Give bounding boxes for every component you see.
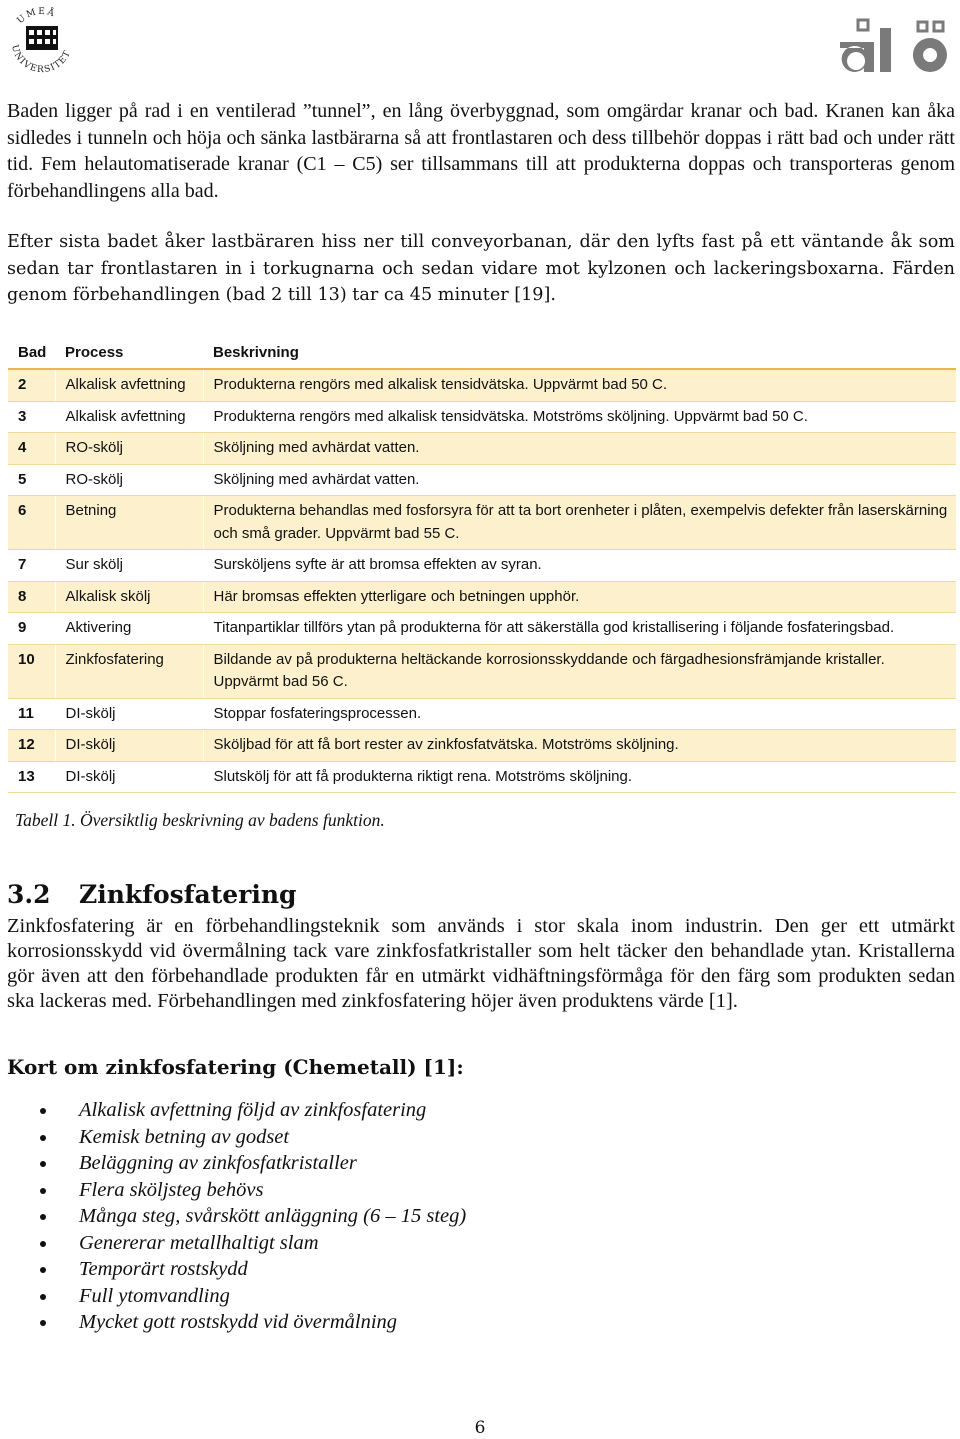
- conveyor-paragraph: Efter sista badet åker lastbäraren hiss ner till conveyorbanan, där den lyfts fast på ett väntande åk som sedan tar frontlastaren in i torkugnarna och sedan vidare mot kylzonen och lackeringsboxarna. Färden genom förbehandlingen (bad 2 till 13) tar ca 45 minuter [19].: [7, 232, 955, 305]
- bath-description: Produkterna rengörs med alkalisk tensidvätska. Motströms sköljning. Uppvärmt bad 50 C.: [203, 401, 956, 433]
- table-row: [8, 730, 956, 762]
- list-item: Många steg, svårskött anläggning (6 – 15 steg): [40, 1203, 466, 1230]
- bath-process: Betning: [55, 496, 203, 550]
- bullet-icon: [40, 1320, 46, 1326]
- bath-number: 2: [8, 369, 55, 401]
- table-row: [8, 613, 956, 645]
- table-row: [8, 496, 956, 550]
- bullet-icon: [40, 1214, 46, 1220]
- list-item: Full ytomvandling: [40, 1283, 466, 1310]
- bath-process: RO-skölj: [55, 433, 203, 465]
- table-caption: Tabell 1. Översiktlig beskrivning av badens funktion.: [15, 810, 385, 830]
- bullet-icon: [40, 1161, 46, 1167]
- header-bad: Bad: [8, 336, 55, 369]
- bath-number: 12: [8, 730, 55, 762]
- bath-description: Produkterna rengörs med alkalisk tensidvätska. Uppvärmt bad 50 C.: [203, 369, 956, 401]
- bath-process: Alkalisk skölj: [55, 581, 203, 613]
- page-number: 6: [474, 1418, 486, 1438]
- bullet-icon: [40, 1135, 46, 1141]
- intro-paragraph: Baden ligger på rad i en ventilerad ”tunnel”, en lång överbyggnad, som omgärdar kranar och bad. Kranen kan åka sidledes i tunneln och höja och sänka lastbärarna så att frontlastaren och dess tillbehör doppas i rätt bad och under rätt tid. Fem helautomatiserade kranar (C1 – C5) ser tillsammans till att produkterna doppas och transporteras genom förbehandlingens alla bad.: [7, 100, 955, 202]
- umea-university-logo: [4, 2, 80, 76]
- alo-logo: [838, 18, 958, 74]
- bullet-icon: [40, 1188, 46, 1194]
- table-header-row: [8, 336, 956, 369]
- bath-number: 3: [8, 401, 55, 433]
- bath-description: Sursköljens syfte är att bromsa effekten av syran.: [203, 550, 956, 582]
- header-process: Process: [55, 336, 203, 369]
- svg-text:UMEÅ: UMEÅ: [15, 6, 58, 27]
- bath-process: RO-skölj: [55, 464, 203, 496]
- section-heading: [7, 880, 296, 909]
- bath-process: Sur skölj: [55, 550, 203, 582]
- bath-process: Zinkfosfatering: [55, 644, 203, 698]
- table-row: [8, 550, 956, 582]
- bath-description: Bildande av på produkterna heltäckande korrosionsskyddande och färgadhesionsfrämjande kristaller. Uppvärmt bad 56 C.: [203, 644, 956, 698]
- list-item: Kemisk betning av godset: [40, 1124, 466, 1151]
- table-row: [8, 369, 956, 401]
- table-row: [8, 433, 956, 465]
- bath-process: Alkalisk avfettning: [55, 401, 203, 433]
- bath-description: Sköljning med avhärdat vatten.: [203, 433, 956, 465]
- table-row: [8, 698, 956, 730]
- table-row: [8, 761, 956, 793]
- list-item: Mycket gott rostskydd vid övermålning: [40, 1309, 466, 1336]
- bath-number: 13: [8, 761, 55, 793]
- bath-number: 5: [8, 464, 55, 496]
- bath-process: Aktivering: [55, 613, 203, 645]
- svg-text:UNIVERSITET: UNIVERSITET: [9, 43, 74, 76]
- bath-number: 9: [8, 613, 55, 645]
- bullet-icon: [40, 1267, 46, 1273]
- subheading: Kort om zinkfosfatering (Chemetall) [1]:: [7, 1055, 464, 1079]
- bath-process: DI-skölj: [55, 730, 203, 762]
- bath-description: Sköljning med avhärdat vatten.: [203, 464, 956, 496]
- bath-process: DI-skölj: [55, 761, 203, 793]
- bath-number: 6: [8, 496, 55, 550]
- section-number: 3.2: [7, 880, 51, 909]
- list-item: Temporärt rostskydd: [40, 1256, 466, 1283]
- list-item: Flera sköljsteg behövs: [40, 1177, 466, 1204]
- bath-number: 7: [8, 550, 55, 582]
- bath-description: Produkterna behandlas med fosforsyra för att ta bort orenheter i plåten, exempelvis defekter från laserskärning och små grader. Uppvärmt bad 55 C.: [203, 496, 956, 550]
- table-row: [8, 581, 956, 613]
- bullet-icon: [40, 1241, 46, 1247]
- list-item: Genererar metallhaltigt slam: [40, 1230, 466, 1257]
- bullet-icon: [40, 1294, 46, 1300]
- bullet-list: [40, 1097, 466, 1336]
- bath-process: Alkalisk avfettning: [55, 369, 203, 401]
- bath-table: [8, 336, 956, 793]
- bath-number: 8: [8, 581, 55, 613]
- bullet-icon: [40, 1108, 46, 1114]
- header-description: Beskrivning: [203, 336, 956, 369]
- section-title-text: Zinkfosfatering: [79, 880, 297, 909]
- table-row: [8, 464, 956, 496]
- bath-number: 4: [8, 433, 55, 465]
- section-body: Zinkfosfatering är en förbehandlingsteknik som används i stor skala inom industrin. Den ger ett utmärkt korrosionsskydd vid övermålning tack vare zinkfosfatkristaller som helt täcker den behandlade ytan. Kristallerna gör även att den förbehandlade produkten får en utmärkt vidhäftningsförmåga för den färg som produkten sedan ska lackeras med. Förbehandlingen med zinkfosfatering höjer även produktens värde [1].: [7, 915, 955, 1012]
- bath-description: Slutskölj för att få produkterna riktigt rena. Motströms sköljning.: [203, 761, 956, 793]
- bath-process: DI-skölj: [55, 698, 203, 730]
- table-row: [8, 644, 956, 698]
- bath-description: Sköljbad för att få bort rester av zinkfosfatvätska. Motströms sköljning.: [203, 730, 956, 762]
- bath-description: Här bromsas effekten ytterligare och betningen upphör.: [203, 581, 956, 613]
- bath-number: 11: [8, 698, 55, 730]
- bath-number: 10: [8, 644, 55, 698]
- bath-description: Titanpartiklar tillförs ytan på produkterna för att säkerställa god kristallisering i följande fosfateringsbad.: [203, 613, 956, 645]
- bath-description: Stoppar fosfateringsprocessen.: [203, 698, 956, 730]
- table-row: [8, 401, 956, 433]
- list-item: Beläggning av zinkfosfatkristaller: [40, 1150, 466, 1177]
- list-item: Alkalisk avfettning följd av zinkfosfatering: [40, 1097, 466, 1124]
